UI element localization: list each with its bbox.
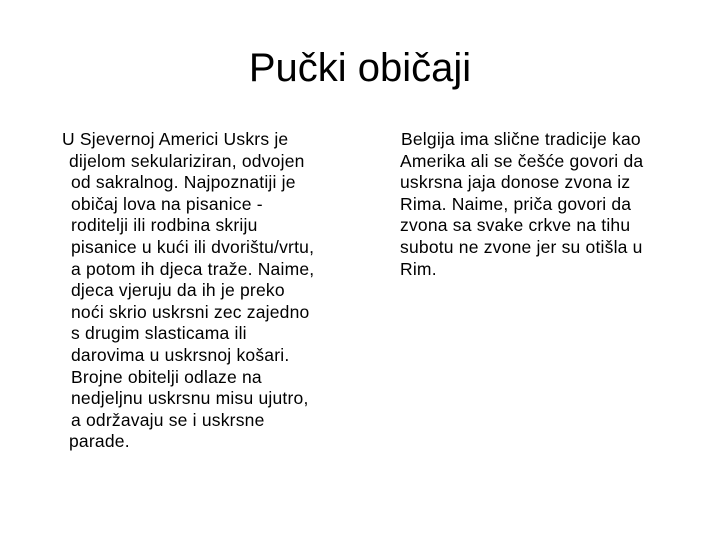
left-text-line: U Sjevernoj Americi Uskrs je (62, 129, 289, 149)
right-text-line: Amerika ali se češće govori da (400, 150, 644, 171)
slide-title: Pučki običaji (248, 46, 472, 90)
left-text-line: nedjeljnu uskrsnu misu ujutro, (71, 388, 309, 409)
left-text-line: Brojne obitelji odlaze na (71, 366, 262, 387)
right-text-line: uskrsna jaja donose zvona iz (400, 172, 631, 193)
left-text-line: parade. (69, 431, 130, 452)
left-text-line: a održavaju se i uskrsne (71, 409, 265, 430)
left-text-line: s drugim slasticama ili (71, 323, 247, 344)
left-text-line: roditelji ili rodbina skriju (71, 215, 258, 236)
right-text-line: subotu ne zvone jer su otišla u (400, 236, 643, 257)
left-text-line: a potom ih djeca traže. Naime, (71, 258, 315, 279)
right-text-line: zvona sa svake crkve na tihu (400, 215, 631, 236)
right-text-line: Rima. Naime, priča govori da (400, 193, 632, 214)
left-text-line: djeca vjeruju da ih je preko (71, 280, 285, 301)
left-text-line: običaj lova na pisanice - (71, 193, 263, 214)
right-text-block (398, 129, 688, 280)
left-text-line: od sakralnog. Najpoznatiji je (71, 172, 296, 193)
left-text-line: darovima u uskrsnoj košari. (71, 344, 290, 365)
right-text-line: Belgija ima slične tradicije kao (401, 129, 641, 149)
left-text-line: dijelom sekulariziran, odvojen (69, 150, 305, 171)
left-text-block (62, 129, 362, 453)
right-text-line: Rim. (400, 258, 437, 279)
left-text-line: noći skrio uskrsni zec zajedno (71, 301, 310, 322)
left-text-line: pisanice u kući ili dvorištu/vrtu, (71, 236, 315, 257)
